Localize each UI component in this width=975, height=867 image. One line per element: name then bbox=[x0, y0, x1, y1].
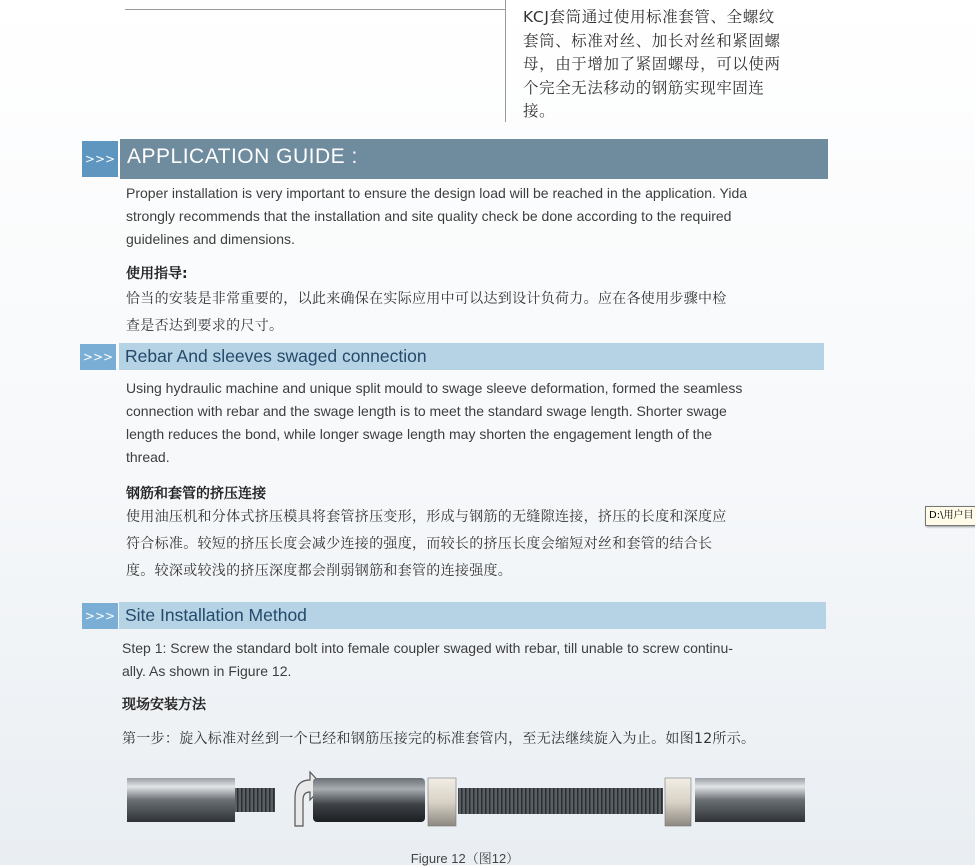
site-cn-heading: 现场安装方法 bbox=[122, 697, 206, 713]
swaged-cn-paragraph bbox=[126, 504, 831, 585]
path-tooltip: D:\用户目 bbox=[925, 506, 975, 526]
text-line: guidelines and dimensions. bbox=[126, 231, 295, 247]
right-nut bbox=[665, 778, 691, 826]
top-rule bbox=[125, 9, 505, 10]
long-bolt-thread bbox=[458, 788, 663, 814]
text-line: 查是否达到要求的尺寸。 bbox=[126, 318, 284, 334]
top-cn-line: KCJ套筒通过使用标准套管、全螺纹 bbox=[523, 8, 775, 26]
text-line: 使用油压机和分体式挤压模具将套管挤压变形，形成与钢筋的无缝隙连接，挤压的长度和深度应 bbox=[126, 509, 727, 525]
text-line: ally. As shown in Figure 12. bbox=[122, 663, 292, 679]
top-cn-line: 个完全无法移动的钢筋实现牢固连 bbox=[523, 78, 765, 97]
text-line: Proper installation is very important to ensure the design load will be reached in the application. Yida bbox=[126, 185, 748, 201]
text-line: length reduces the bond, while longer swage length may shorten the engagement length of the bbox=[126, 426, 713, 442]
left-sleeve bbox=[127, 778, 235, 822]
section-marker-icon: >>> bbox=[82, 141, 118, 177]
site-en-paragraph bbox=[122, 637, 826, 683]
text-line: strongly recommends that the installation and site quality check be done according to the required bbox=[126, 208, 732, 224]
swaged-header bbox=[119, 343, 824, 370]
site-cn-step: 第一步：旋入标准对丝到一个已经和钢筋压接完的标准套管内，至无法继续旋入为止。如图12所示。 bbox=[122, 731, 756, 747]
top-chinese-paragraph bbox=[523, 6, 813, 124]
text-line: 恰当的安装是非常重要的，以此来确保在实际应用中可以达到设计负荷力。应在各使用步骤中检 bbox=[126, 291, 727, 307]
text-line: connection with rebar and the swage length is to meet the standard swage length. Shorter swage bbox=[126, 403, 727, 419]
left-nut bbox=[428, 778, 456, 826]
standard-coupler bbox=[313, 778, 425, 822]
section-marker-icon: >>> bbox=[80, 344, 116, 370]
figure-12-illustration bbox=[125, 768, 810, 838]
site-title: Site Installation Method bbox=[125, 605, 307, 625]
text-line: 度。较深或较浅的挤压深度都会削弱钢筋和套管的连接强度。 bbox=[126, 563, 513, 579]
left-thread bbox=[235, 788, 275, 812]
column-divider bbox=[505, 0, 506, 122]
swaged-title: Rebar And sleeves swaged connection bbox=[125, 346, 427, 366]
text-line: Step 1: Screw the standard bolt into female coupler swaged with rebar, till unable to screw continu- bbox=[122, 640, 733, 656]
swaged-cn-heading: 钢筋和套管的挤压连接 bbox=[126, 486, 266, 502]
application-guide-header bbox=[120, 139, 828, 179]
application-cn-paragraph bbox=[126, 286, 831, 340]
section-marker-icon: >>> bbox=[82, 603, 118, 629]
text-line: thread. bbox=[126, 449, 170, 465]
top-cn-line: 接。 bbox=[523, 102, 556, 120]
site-header bbox=[119, 602, 826, 629]
application-cn-heading: 使用指导: bbox=[126, 266, 188, 282]
application-guide-title: APPLICATION GUIDE : bbox=[127, 145, 358, 168]
top-cn-line: 母，由于增加了紧固螺母，可以使两 bbox=[523, 55, 781, 73]
swaged-en-paragraph bbox=[126, 377, 826, 469]
text-line: Using hydraulic machine and unique split mould to swage sleeve deformation, formed the seamless bbox=[126, 380, 743, 396]
right-sleeve bbox=[695, 778, 805, 822]
application-en-paragraph bbox=[126, 182, 826, 251]
figure-caption: Figure 12（图12） bbox=[410, 851, 520, 866]
text-line: 符合标准。较短的挤压长度会减少连接的强度，而较长的挤压长度会缩短对丝和套管的结合长 bbox=[126, 536, 713, 552]
top-cn-line: 套筒、标准对丝、加长对丝和紧固螺 bbox=[523, 31, 781, 50]
